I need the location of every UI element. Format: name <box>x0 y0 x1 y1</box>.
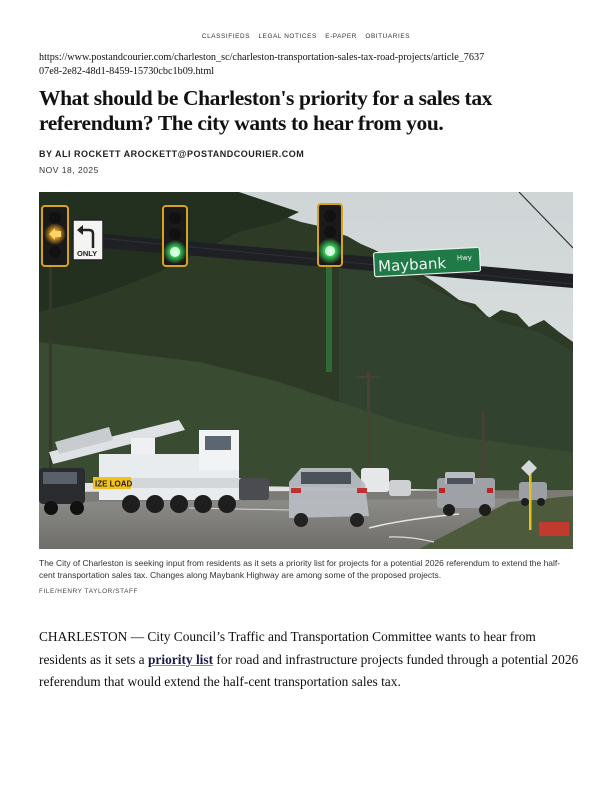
photo-credit: FILE/HENRY TAYLOR/STAFF <box>39 588 139 595</box>
article-byline: BY ALI ROCKETT AROCKETT@POSTANDCOURIER.COM <box>39 149 305 159</box>
top-nav <box>0 33 612 40</box>
traffic-signal-left <box>42 206 68 266</box>
only-sign-text: ONLY <box>77 249 98 258</box>
body-text-after: for road and infrastructure projects funded through a potential 2026 referendum that would extend the half-cent transportation sales tax. <box>39 651 579 689</box>
article-date: NOV 18, 2025 <box>39 165 99 175</box>
nav-e-paper[interactable]: E-PAPER <box>325 33 357 40</box>
photo-caption: The City of Charleston is seeking input from residents as it sets a priority list for projects for a potential 2026 referendum to extend the half-cent transportation sales tax. Changes along Maybank Highway are among some of the proposed projects. <box>39 558 561 580</box>
nav-legal-notices[interactable]: LEGAL NOTICES <box>258 33 317 40</box>
body-text-before: CHARLESTON — City Council’s Traffic and Transportation Committee wants to hear from residents as it sets a <box>39 629 536 667</box>
nav-classifieds[interactable]: CLASSIFIEDS <box>201 33 251 40</box>
article-body-paragraph <box>39 626 579 694</box>
left-turn-only-sign <box>73 220 103 260</box>
article-url: https://www.postandcourier.com/charleston_sc/charleston-transportation-sales-tax-road-projects/article_763707e8-2e82-48d1-8459-15730cbc1b09.html <box>39 52 485 77</box>
truck-text: IZE LOAD <box>95 479 133 489</box>
traffic-signal-middle <box>163 206 187 266</box>
article-headline: What should be Charleston's priority for a sales tax referendum? The city wants to hear from you. <box>39 86 493 135</box>
priority-list-link[interactable]: priority list <box>147 651 214 667</box>
traffic-signal-right <box>317 204 343 266</box>
street-sign-suffix: Hwy <box>456 253 473 263</box>
article-photo <box>39 192 573 549</box>
street-sign-name: Maybank <box>377 254 447 276</box>
nav-obituaries[interactable]: OBITUARIES <box>365 33 411 40</box>
maybank-hwy-street-sign <box>373 247 480 277</box>
